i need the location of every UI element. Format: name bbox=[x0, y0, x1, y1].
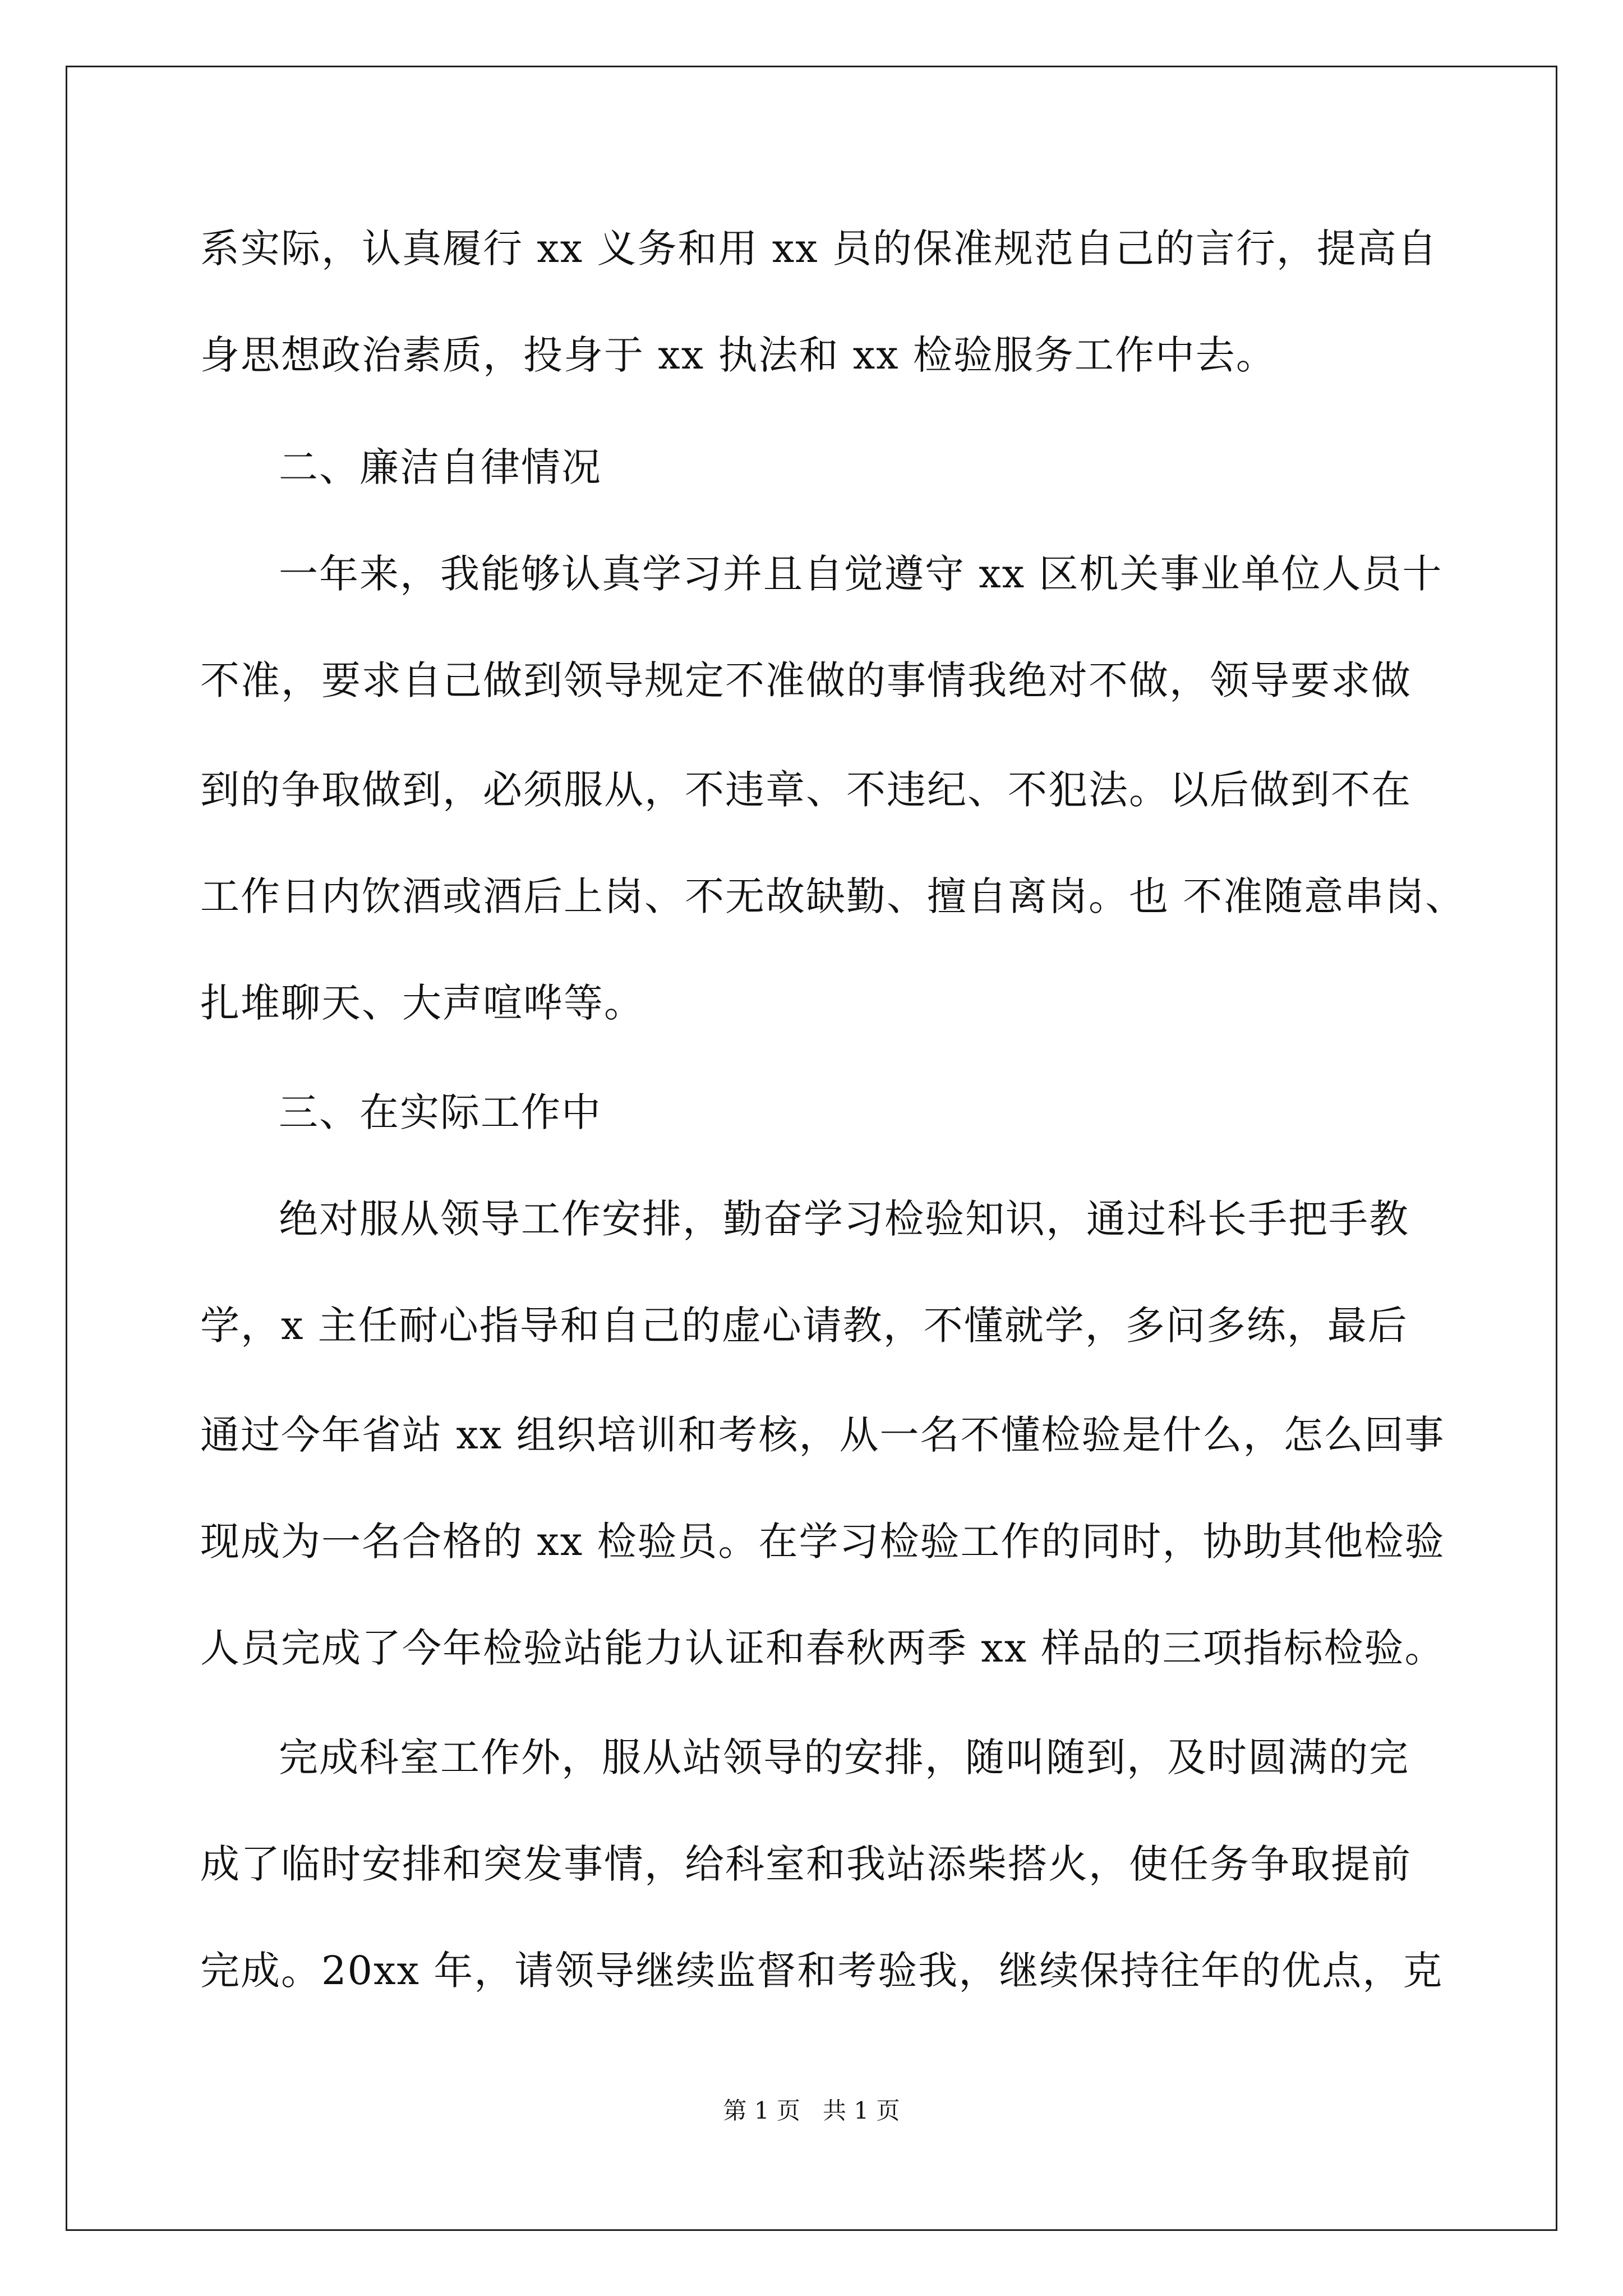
body-text-line: 一年来，我能够认真学习并且自觉遵守 xx 区机关事业单位人员十 bbox=[279, 551, 1443, 597]
body-text-line: 通过今年省站 xx 组织培训和考核，从一名不懂检验是什么，怎么回事 bbox=[200, 1412, 1445, 1458]
page-border bbox=[66, 66, 1557, 2231]
body-text-line: 到的争取做到，必须服从，不违章、不违纪、不犯法。以后做到不在 bbox=[200, 767, 1412, 813]
body-text-line: 身思想政治素质，投身于 xx 执法和 xx 检验服务工作中去。 bbox=[200, 332, 1276, 378]
section-heading-2: 二、廉洁自律情况 bbox=[279, 444, 602, 490]
body-text-line: 绝对服从领导工作安排，勤奋学习检验知识，通过科长手把手教 bbox=[279, 1196, 1409, 1242]
body-text-line: 工作日内饮酒或酒后上岗、不无故缺勤、擅自离岗。也 不准随意串岗、 bbox=[200, 873, 1466, 919]
body-text-line: 学，x 主任耐心指导和自己的虚心请教，不懂就学，多问多练，最后 bbox=[200, 1303, 1408, 1349]
section-heading-3: 三、在实际工作中 bbox=[279, 1089, 602, 1135]
page-footer: 第 1 页 共 1 页 bbox=[723, 2097, 900, 2124]
body-text-line: 系实际，认真履行 xx 义务和用 xx 员的保准规范自己的言行，提高自 bbox=[200, 226, 1438, 272]
body-text-line: 不准，要求自己做到领导规定不准做的事情我绝对不做，领导要求做 bbox=[200, 657, 1412, 703]
body-text-line: 现成为一名合格的 xx 检验员。在学习检验工作的同时，协助其他检验 bbox=[200, 1519, 1445, 1565]
body-text-line: 成了临时安排和突发事情，给科室和我站添柴搭火，使任务争取提前 bbox=[200, 1841, 1412, 1887]
body-text-line: 完成。20xx 年，请领导继续监督和考验我，继续保持往年的优点，克 bbox=[200, 1948, 1444, 1994]
body-text-line: 完成科室工作外，服从站领导的安排，随叫随到，及时圆满的完 bbox=[279, 1734, 1409, 1780]
body-text-line: 人员完成了今年检验站能力认证和春秋两季 xx 样品的三项指标检验。 bbox=[200, 1625, 1445, 1671]
body-text-line: 扎堆聊天、大声喧哗等。 bbox=[200, 980, 644, 1026]
